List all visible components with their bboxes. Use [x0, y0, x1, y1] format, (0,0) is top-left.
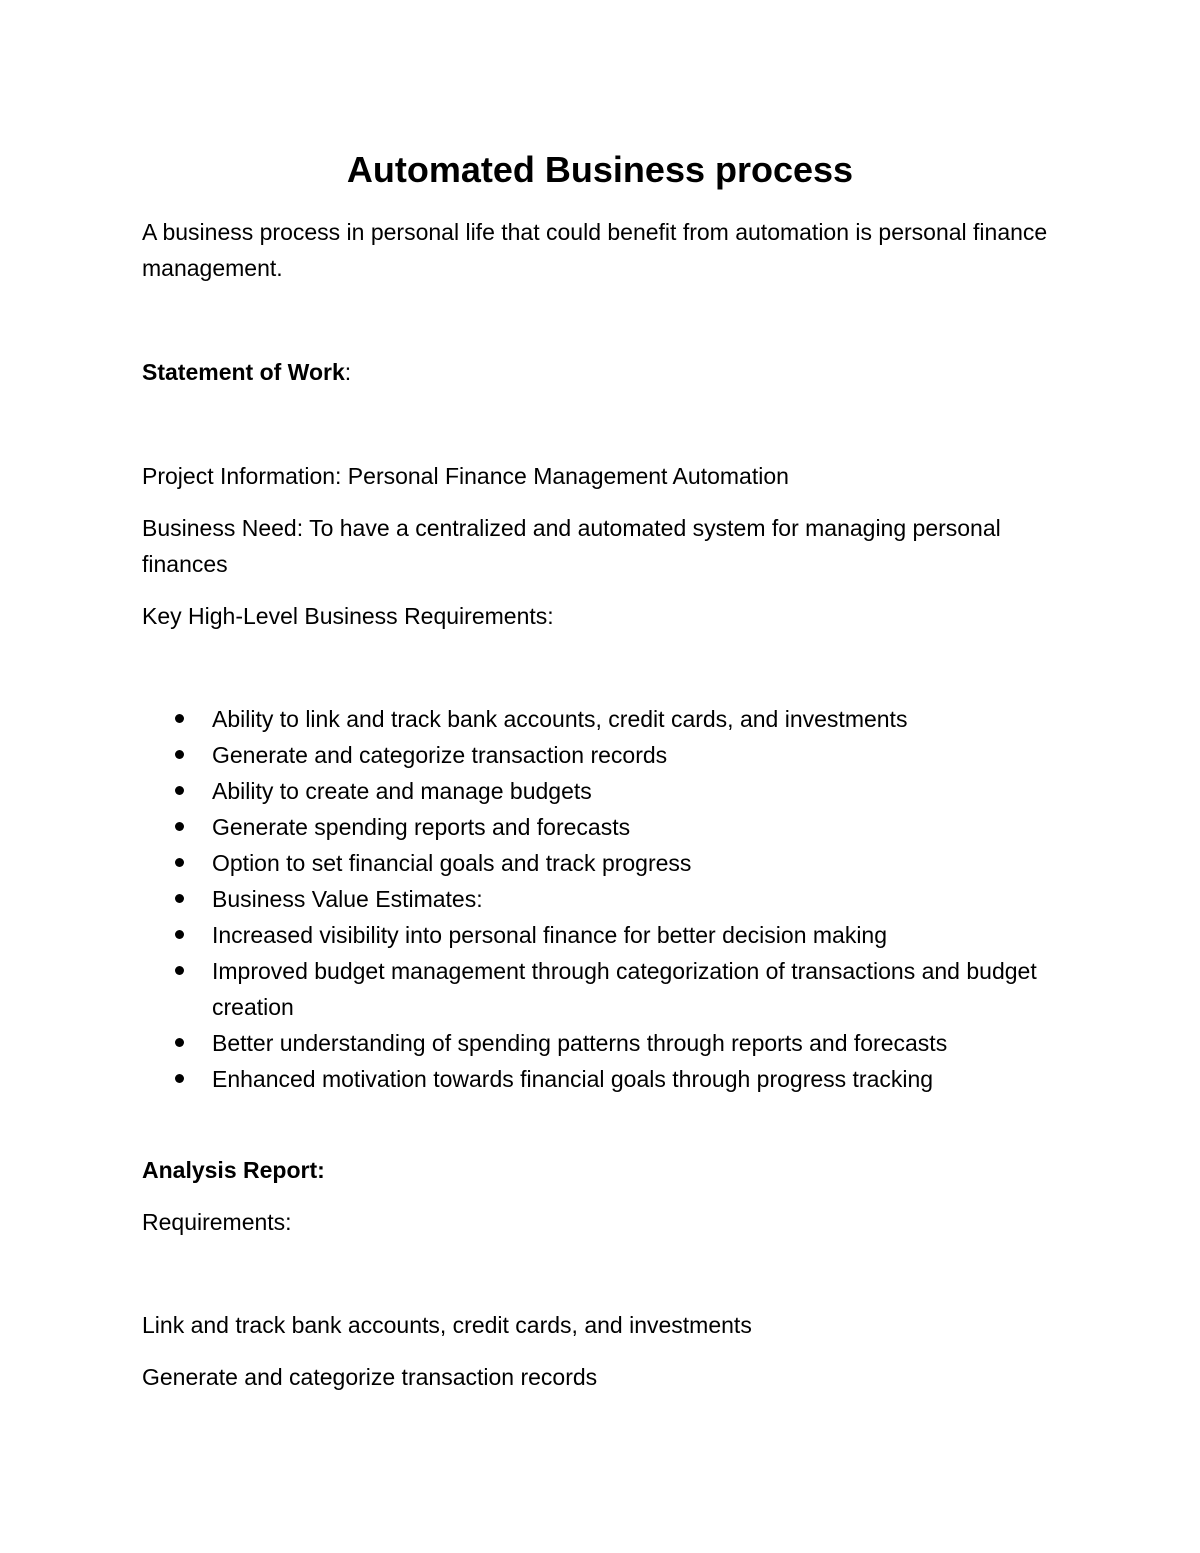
- list-item-text: Option to set financial goals and track progress: [212, 850, 692, 876]
- list-item: [142, 773, 1072, 809]
- list-item: [142, 953, 1072, 1025]
- list-item-text: Generate spending reports and forecasts: [212, 814, 631, 840]
- statement-of-work-label: Statement of Work: [142, 359, 345, 385]
- list-item-text: Improved budget management through categorization of transactions and budget creation: [212, 958, 1037, 1020]
- list-item: [142, 917, 1072, 953]
- list-item: [142, 701, 1072, 737]
- list-item-text: Business Value Estimates:: [212, 886, 483, 912]
- bullet-icon: [175, 750, 184, 759]
- bullet-icon: [175, 858, 184, 867]
- bullet-icon: [175, 930, 184, 939]
- list-item: [142, 809, 1072, 845]
- statement-of-work-colon: :: [344, 359, 352, 385]
- bullet-icon: [175, 786, 184, 795]
- list-item: [142, 845, 1072, 881]
- project-information: Project Information: Personal Finance Management Automation: [142, 463, 789, 489]
- bullet-icon: [175, 1038, 184, 1047]
- list-item: [142, 881, 1072, 917]
- intro-paragraph: A business process in personal life that could benefit from automation is personal finance management.: [142, 219, 1048, 281]
- business-need: Business Need: To have a centralized and automated system for managing personal finances: [142, 515, 1001, 577]
- list-item-text: Enhanced motivation towards financial goals through progress tracking: [212, 1066, 934, 1092]
- statement-of-work-heading: [142, 354, 1072, 390]
- bullet-icon: [175, 714, 184, 723]
- analysis-item: Generate and categorize transaction records: [142, 1364, 598, 1390]
- list-item-text: Better understanding of spending patterns through reports and forecasts: [212, 1030, 948, 1056]
- bullet-icon: [175, 1074, 184, 1083]
- analysis-report-heading: Analysis Report:: [142, 1157, 325, 1183]
- list-item-text: Ability to create and manage budgets: [212, 778, 592, 804]
- analysis-item: Link and track bank accounts, credit cards, and investments: [142, 1312, 752, 1338]
- key-requirements-label: Key High-Level Business Requirements:: [142, 603, 554, 629]
- list-item-text: Increased visibility into personal finance for better decision making: [212, 922, 888, 948]
- bullet-icon: [175, 966, 184, 975]
- bullet-icon: [175, 894, 184, 903]
- list-item-text: Ability to link and track bank accounts, credit cards, and investments: [212, 706, 908, 732]
- document-title: Automated Business process: [346, 149, 854, 190]
- list-item: [142, 1025, 1072, 1061]
- list-item: [142, 1061, 1072, 1097]
- bullet-icon: [175, 822, 184, 831]
- requirements-label: Requirements:: [142, 1209, 292, 1235]
- requirements-list: [142, 701, 1072, 1097]
- list-item: [142, 737, 1072, 773]
- list-item-text: Generate and categorize transaction records: [212, 742, 668, 768]
